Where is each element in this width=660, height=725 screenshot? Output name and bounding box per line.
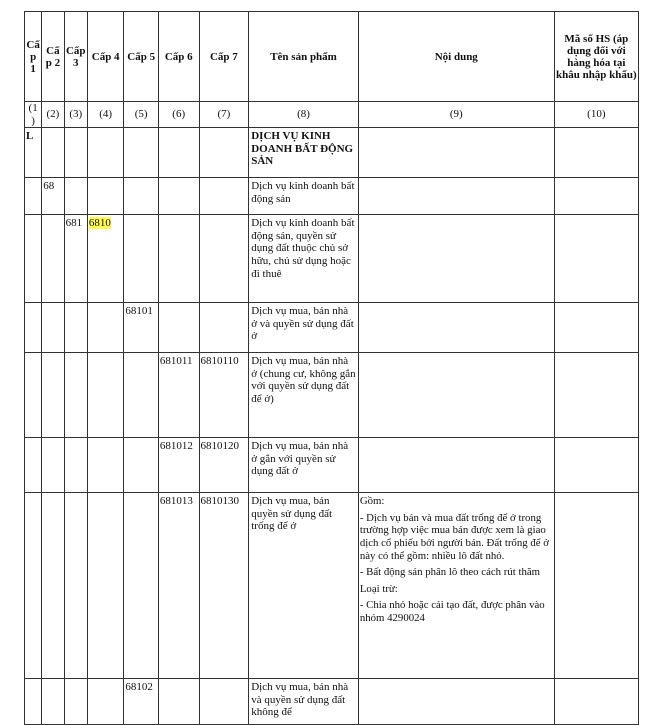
column-number: (3)	[64, 102, 87, 128]
cap3-cell	[64, 353, 87, 438]
cap1-cell	[25, 493, 42, 679]
header-cap7: Cấp 7	[199, 12, 249, 102]
hs-code-cell	[554, 303, 638, 353]
header-product-name: Tên sản phẩm	[249, 12, 359, 102]
cap2-cell	[42, 438, 64, 493]
product-name-cell: Dịch vụ mua, bán quyền sử dụng đất trống để ở	[249, 493, 359, 679]
product-name-cell: Dịch vụ kinh doanh bất động sản, quyền sử dụng đất thuộc chủ sở hữu, chủ sử dụng hoặc đi thuê	[249, 215, 359, 303]
cap6-cell: 681013	[158, 493, 199, 679]
content-line: Loại trừ:	[359, 582, 398, 595]
header-cap1: Cấp 1	[25, 12, 42, 102]
content-cell	[358, 438, 554, 493]
cap2-cell	[42, 353, 64, 438]
cap6-cell	[158, 679, 199, 725]
header-hs-code: Mã số HS (áp dụng đối với hàng hóa tại khâu nhập khẩu)	[554, 12, 638, 102]
content-cell	[358, 353, 554, 438]
product-name-cell: Dịch vụ mua, bán nhà ở và quyền sử dụng đất ở	[249, 303, 359, 353]
content-line: Gồm:	[359, 495, 385, 508]
table-row	[25, 438, 639, 493]
cap7-cell: 6810110	[199, 353, 249, 438]
cap7-cell: 6810130	[199, 493, 249, 679]
cap2-cell	[42, 303, 64, 353]
hs-code-cell	[554, 353, 638, 438]
cap2-cell	[42, 215, 64, 303]
product-name-cell: Dịch vụ kinh doanh bất động sản	[249, 178, 359, 215]
cap2-cell	[42, 493, 64, 679]
cap3-cell: 681	[64, 215, 87, 303]
header-row	[25, 12, 639, 102]
cap1-cell: L	[25, 128, 42, 178]
column-number: (7)	[199, 102, 249, 128]
cap5-cell	[124, 353, 159, 438]
cap5-cell	[124, 438, 159, 493]
cap1-cell	[25, 679, 42, 725]
content-cell	[358, 128, 554, 178]
header-cap4: Cấp 4	[87, 12, 124, 102]
cap1-cell	[25, 353, 42, 438]
table-row	[25, 128, 639, 178]
cap5-cell	[124, 178, 159, 215]
cap6-cell	[158, 128, 199, 178]
column-number-row	[25, 102, 639, 128]
cap7-cell	[199, 128, 249, 178]
cap7-cell	[199, 215, 249, 303]
column-number: (1)	[25, 102, 42, 128]
cap2-cell	[42, 128, 64, 178]
column-number: (4)	[87, 102, 124, 128]
table-row	[25, 679, 639, 725]
document-page	[24, 11, 639, 725]
table-row	[25, 178, 639, 215]
header-content: Nội dung	[358, 12, 554, 102]
cap3-cell	[64, 178, 87, 215]
cap6-cell	[158, 303, 199, 353]
column-number: (5)	[124, 102, 159, 128]
product-name-cell: Dịch vụ mua, bán nhà ở gắn với quyền sử dụng đất ở	[249, 438, 359, 493]
cap1-cell	[25, 438, 42, 493]
cap4-cell	[87, 178, 124, 215]
column-number: (6)	[158, 102, 199, 128]
cap5-cell: 68101	[124, 303, 159, 353]
hs-code-cell	[554, 438, 638, 493]
cap4-cell	[87, 128, 124, 178]
header-cap5: Cấp 5	[124, 12, 159, 102]
product-name-cell: DỊCH VỤ KINH DOANH BẤT ĐỘNG SẢN	[249, 128, 359, 178]
product-name-cell: Dịch vụ mua, bán nhà và quyền sử dụng đất không để	[249, 679, 359, 725]
cap4-cell	[87, 303, 124, 353]
cap5-cell	[124, 128, 159, 178]
cap6-cell: 681012	[158, 438, 199, 493]
header-cap2: Cấp 2	[42, 12, 64, 102]
cap3-cell	[64, 679, 87, 725]
cap7-cell	[199, 679, 249, 725]
content-line: - Chia nhỏ hoặc cải tạo đất, được phân vào nhóm 4290024	[359, 599, 545, 624]
product-name-cell: Dịch vụ mua, bán nhà ở (chung cư, không gắn với quyền sử dụng đất để ở)	[249, 353, 359, 438]
content-cell	[358, 215, 554, 303]
cap6-cell	[158, 178, 199, 215]
cap4-cell	[87, 438, 124, 493]
cap1-cell	[25, 303, 42, 353]
cap7-cell	[199, 178, 249, 215]
hs-code-cell	[554, 679, 638, 725]
table-row	[25, 493, 639, 679]
table-row	[25, 215, 639, 303]
cap3-cell	[64, 128, 87, 178]
table-row	[25, 303, 639, 353]
cap6-cell: 681011	[158, 353, 199, 438]
content-cell	[358, 679, 554, 725]
content-cell	[358, 178, 554, 215]
hs-code-cell	[554, 178, 638, 215]
table-row	[25, 353, 639, 438]
product-code-table	[24, 11, 639, 725]
hs-code-cell	[554, 215, 638, 303]
cap3-cell	[64, 303, 87, 353]
cap7-cell	[199, 303, 249, 353]
column-number: (10)	[554, 102, 638, 128]
cap4-cell	[87, 353, 124, 438]
column-number: (9)	[358, 102, 554, 128]
header-cap6: Cấp 6	[158, 12, 199, 102]
content-line: - Dịch vụ bán và mua đất trống để ở trong trường hợp việc mua bán được xem là giao dịch cổ phiếu bởi người bán. Đất trống để ở này có thể gồm: nhiều lô đất nhỏ.	[359, 511, 549, 562]
hs-code-cell	[554, 493, 638, 679]
content-cell	[358, 493, 554, 679]
cap5-cell	[124, 493, 159, 679]
cap1-cell	[25, 215, 42, 303]
cap5-cell	[124, 215, 159, 303]
highlighted-code: 6810	[88, 217, 111, 230]
cap6-cell	[158, 215, 199, 303]
cap2-cell: 68	[42, 178, 64, 215]
content-line: - Bất động sản phân lô theo cách rút thăm	[359, 566, 541, 579]
cap4-cell	[87, 493, 124, 679]
cap3-cell	[64, 493, 87, 679]
cap2-cell	[42, 679, 64, 725]
cap4-cell	[87, 679, 124, 725]
column-number: (8)	[249, 102, 359, 128]
cap1-cell	[25, 178, 42, 215]
cap4-cell	[87, 215, 124, 303]
column-number: (2)	[42, 102, 64, 128]
cap3-cell	[64, 438, 87, 493]
content-cell	[358, 303, 554, 353]
hs-code-cell	[554, 128, 638, 178]
cap5-cell: 68102	[124, 679, 159, 725]
cap7-cell: 6810120	[199, 438, 249, 493]
header-cap3: Cấp 3	[64, 12, 87, 102]
